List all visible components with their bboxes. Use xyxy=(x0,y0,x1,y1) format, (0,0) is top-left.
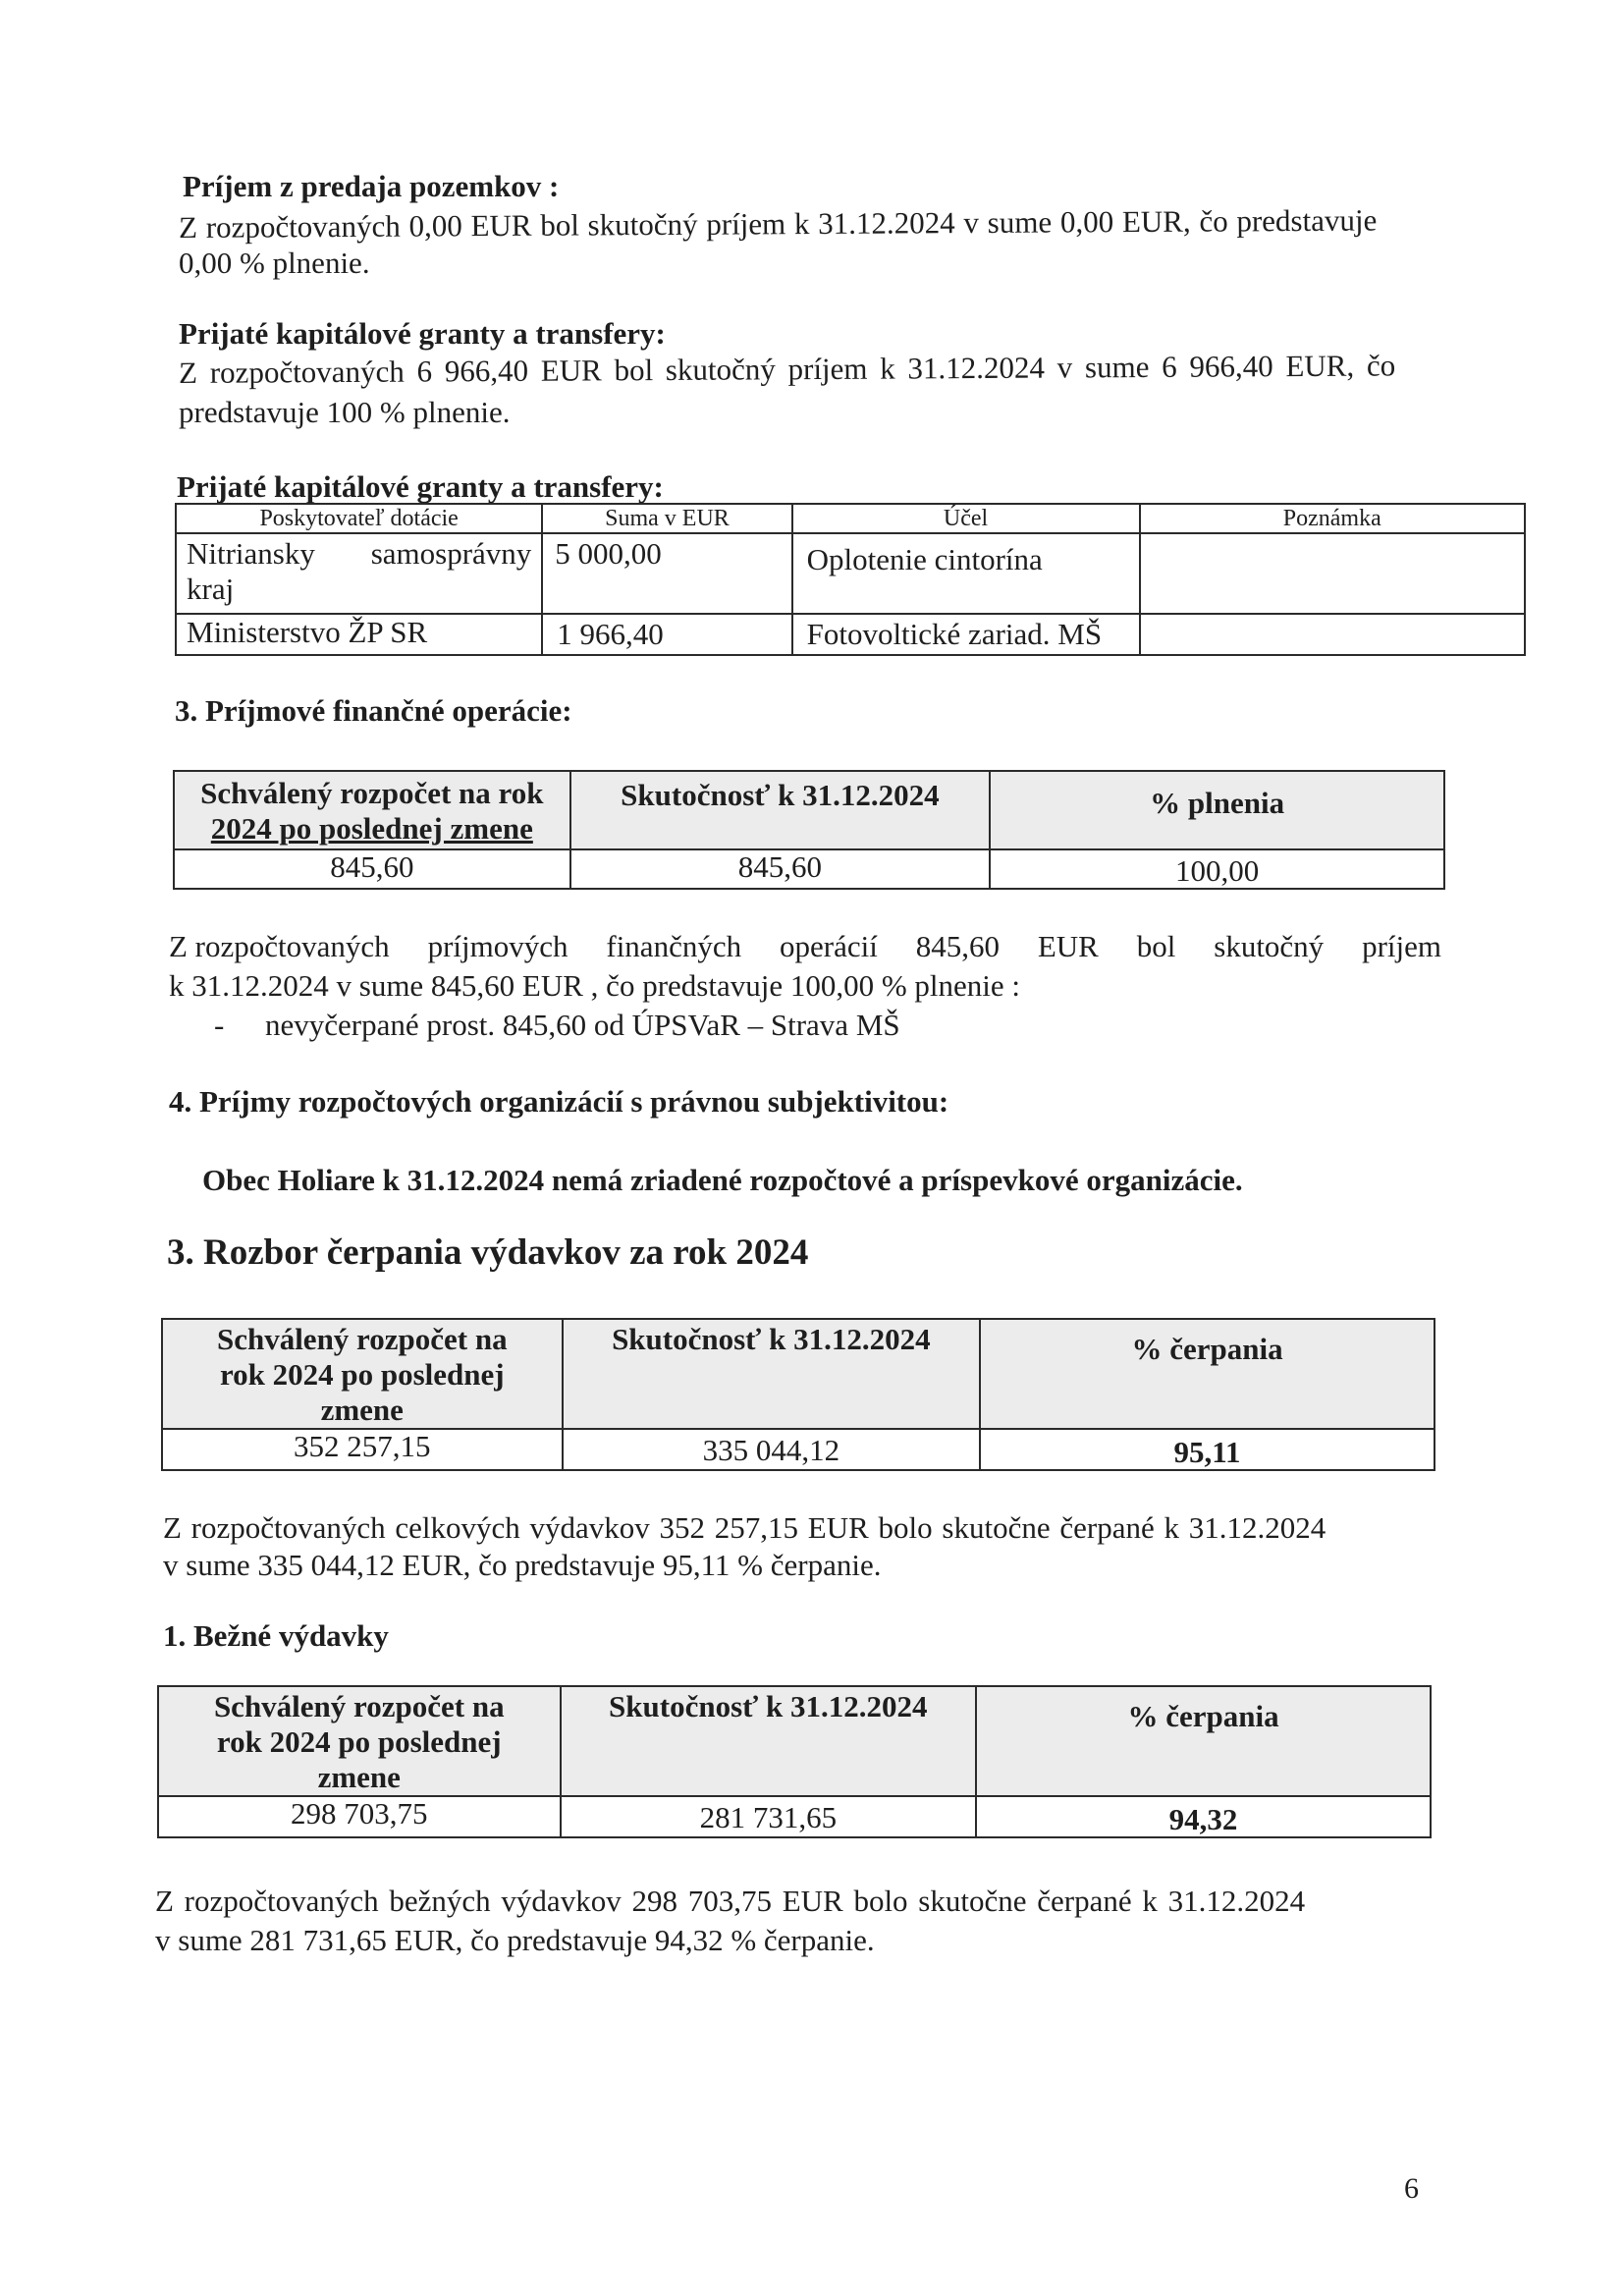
word: skutočný xyxy=(1214,929,1325,963)
word: bol xyxy=(1136,929,1176,963)
section-title-bezne-vydavky: 1. Bežné výdavky xyxy=(163,1618,389,1653)
table-row xyxy=(174,849,1444,889)
header-schvaleny-rozpocet xyxy=(158,1686,561,1796)
word: 845,60 xyxy=(915,929,1000,963)
granty-table-header-row xyxy=(176,504,1525,533)
table-row xyxy=(162,1429,1435,1470)
table-header-row xyxy=(174,771,1444,849)
value-rozpocet: 352 257,15 xyxy=(162,1429,563,1470)
header-line2: 2024 po poslednej zmene xyxy=(210,811,533,846)
bezne-vydavky-table xyxy=(157,1685,1432,1838)
cell-purpose: Fotovoltické zariad. MŠ xyxy=(792,614,1140,655)
value-skutocnost: 335 044,12 xyxy=(563,1429,981,1470)
table-row xyxy=(158,1796,1431,1837)
granty-text-line1: Z rozpočtovaných 6 966,40 EUR bol skutočný príjem k 31.12.2024 v sume 6 966,40 EUR, čo xyxy=(179,348,1396,390)
organizacie-statement: Obec Holiare k 31.12.2024 nemá zriadené rozpočtové a príspevkové organizácie. xyxy=(202,1163,1243,1197)
cell-note xyxy=(1140,614,1525,655)
section-title-rozbor-vydavkov: 3. Rozbor čerpania výdavkov za rok 2024 xyxy=(167,1232,809,1273)
bezne-text-line1: Z rozpočtovaných bežných výdavkov 298 703,75 EUR bolo skutočne čerpané k 31.12.2024 xyxy=(155,1884,1306,1918)
value-rozpocet: 298 703,75 xyxy=(158,1796,561,1837)
granty-text-line2: predstavuje 100 % plnenie. xyxy=(179,395,511,429)
header-line1: Schválený rozpočet na rok xyxy=(200,776,544,810)
bullet-dash: - xyxy=(214,1008,225,1042)
granty-table xyxy=(175,503,1526,656)
value-cerpanie: 94,32 xyxy=(976,1796,1431,1837)
section-title-granty: Prijaté kapitálové granty a transfery: xyxy=(179,316,666,351)
cell-purpose: Oplotenie cintorína xyxy=(792,533,1140,614)
header-line3: zmene xyxy=(320,1393,404,1427)
vydavky-celkom-table xyxy=(161,1318,1435,1471)
header-skutocnost: Skutočnosť k 31.12.2024 xyxy=(561,1686,977,1796)
header-skutocnost: Skutočnosť k 31.12.2024 xyxy=(563,1319,981,1429)
header-cerpanie: % čerpania xyxy=(980,1319,1435,1429)
financne-operacie-table xyxy=(173,770,1445,890)
header-poznamka: Poznámka xyxy=(1140,504,1525,533)
page-number: 6 xyxy=(1404,2172,1419,2205)
section-title-pozemky: Príjem z predaja pozemkov : xyxy=(183,169,560,203)
value-skutocnost: 281 731,65 xyxy=(561,1796,977,1837)
value-rozpocet: 845,60 xyxy=(174,849,570,889)
word: Z rozpočtovaných xyxy=(169,929,390,963)
header-line1: Schválený rozpočet na xyxy=(216,1322,508,1356)
header-line2: rok 2024 po poslednej xyxy=(216,1724,502,1759)
rozbor-text-line1: Z rozpočtovaných celkových výdavkov 352 257,15 EUR bolo skutočne čerpané k 31.12.2024 xyxy=(163,1510,1326,1545)
granty-table-title: Prijaté kapitálové granty a transfery: xyxy=(177,469,664,504)
table-row xyxy=(176,533,1525,614)
provider-word-2: samosprávny xyxy=(370,536,532,571)
cell-provider xyxy=(176,533,542,614)
header-suma: Suma v EUR xyxy=(542,504,791,533)
financne-operacie-text-line2: k 31.12.2024 v sume 845,60 EUR , čo predstavuje 100,00 % plnenie : xyxy=(169,968,1021,1003)
rozbor-text-line2: v sume 335 044,12 EUR, čo predstavuje 95,11 % čerpanie. xyxy=(163,1548,882,1582)
word: príjmových xyxy=(427,929,568,963)
header-schvaleny-rozpocet xyxy=(174,771,570,849)
cell-amount: 5 000,00 xyxy=(542,533,791,614)
provider-word-1: Nitriansky xyxy=(187,536,315,571)
header-cerpanie: % čerpania xyxy=(976,1686,1431,1796)
table-header-row xyxy=(158,1686,1431,1796)
bezne-text-line2: v sume 281 731,65 EUR, čo predstavuje 94,32 % čerpanie. xyxy=(155,1923,875,1957)
cell-note xyxy=(1140,533,1525,614)
word: finančných xyxy=(606,929,742,963)
value-plnenie: 100,00 xyxy=(990,849,1444,889)
header-line3: zmene xyxy=(317,1760,401,1794)
provider-line1 xyxy=(187,536,531,572)
provider-line2: kraj xyxy=(187,572,235,606)
header-plnenie: % plnenia xyxy=(990,771,1444,849)
header-line2: rok 2024 po poslednej xyxy=(219,1357,505,1392)
section-title-financne-operacie: 3. Príjmové finančné operácie: xyxy=(175,693,572,728)
pozemky-text-line2: 0,00 % plnenie. xyxy=(179,246,370,280)
bullet-item: nevyčerpané prost. 845,60 od ÚPSVaR – Strava MŠ xyxy=(265,1008,900,1042)
cell-provider: Ministerstvo ŽP SR xyxy=(176,614,542,655)
header-ucel: Účel xyxy=(792,504,1140,533)
cell-amount: 1 966,40 xyxy=(542,614,791,655)
word: operácií xyxy=(779,929,878,963)
financne-operacie-text-line1 xyxy=(169,929,1441,964)
table-row xyxy=(176,614,1525,655)
header-line1: Schválený rozpočet na xyxy=(213,1689,505,1723)
section-title-rozpoctove-organizacie: 4. Príjmy rozpočtových organizácií s právnou subjektivitou: xyxy=(169,1084,949,1119)
word: EUR xyxy=(1037,929,1099,963)
pozemky-text-line1: Z rozpočtovaných 0,00 EUR bol skutočný príjem k 31.12.2024 v sume 0,00 EUR, čo predstavuje xyxy=(179,202,1378,245)
table-header-row xyxy=(162,1319,1435,1429)
header-schvaleny-rozpocet xyxy=(162,1319,563,1429)
header-skutocnost: Skutočnosť k 31.12.2024 xyxy=(570,771,991,849)
value-cerpanie: 95,11 xyxy=(980,1429,1435,1470)
word: príjem xyxy=(1362,929,1441,963)
header-poskytovatel: Poskytovateľ dotácie xyxy=(176,504,542,533)
value-skutocnost: 845,60 xyxy=(570,849,991,889)
